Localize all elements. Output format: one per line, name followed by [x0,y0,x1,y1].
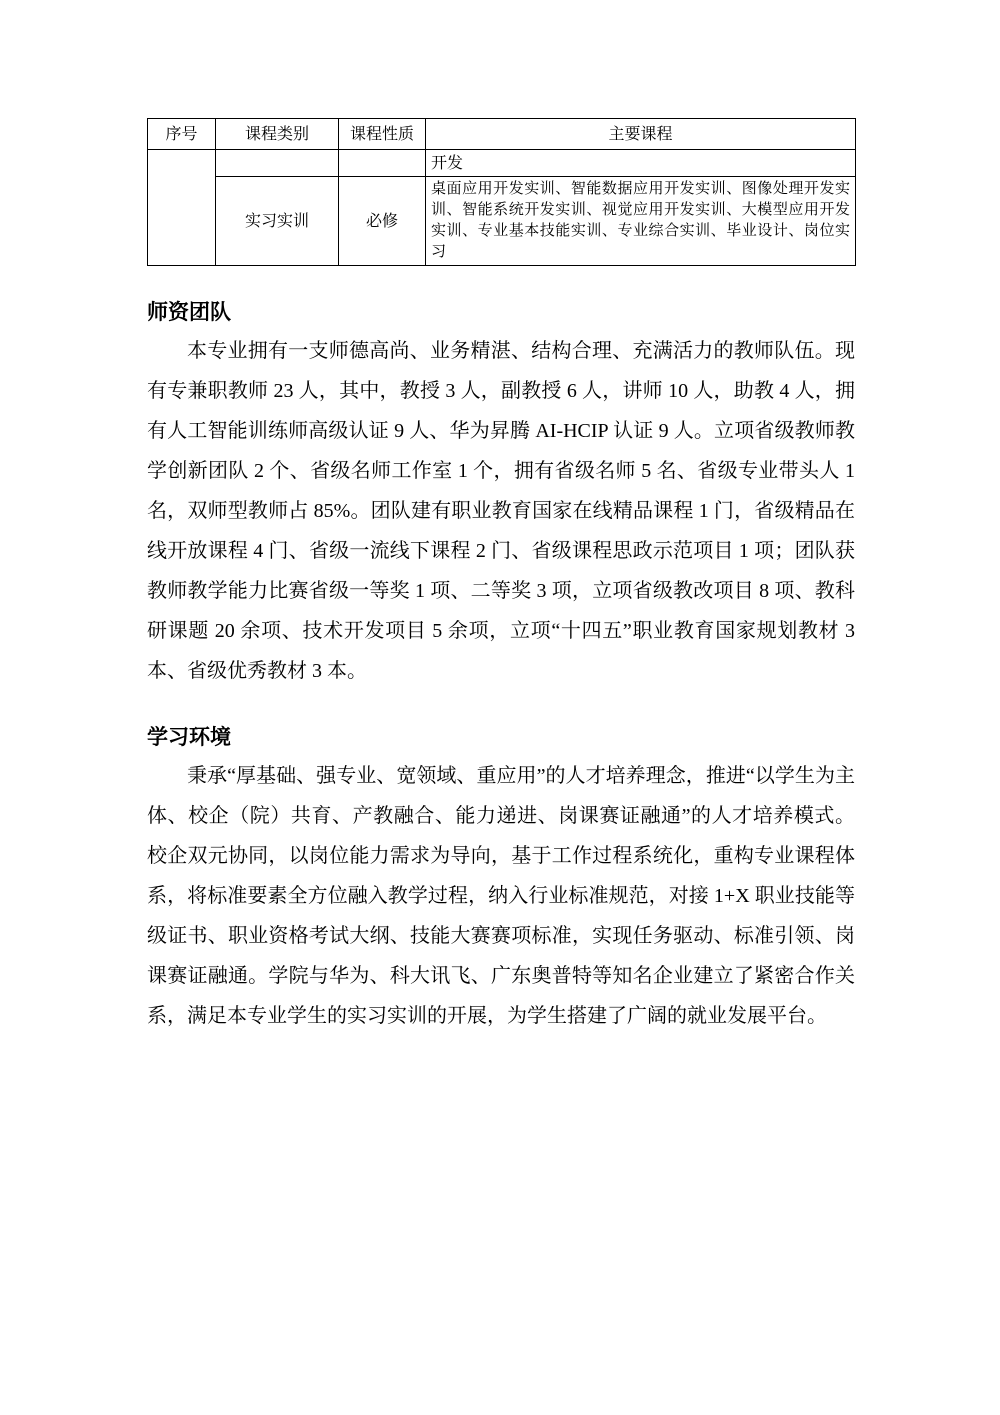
cell-courses-tail: 开发 [426,150,856,177]
cell-category-empty [216,150,339,177]
section-body-learning-environment: 秉承“厚基础、强专业、宽领域、重应用”的人才培养理念，推进“以学生为主体、校企（院）共育、产教融合、能力递进、岗课赛证融通”的人才培养模式。校企双元协同，以岗位能力需求为导向，基于工作过程系统化，重构专业课程体系，将标准要素全方位融入教学过程，纳入行业标准规范，对接 1+X 职业技能等级证书、职业资格考试大纲、技能大赛赛项标准，实现任务驱动、标准引领、岗课赛证融通。学院与华为、科大讯飞、广东奥普特等知名企业建立了紧密合作关系，满足本专业学生的实习实训的开展，为学生搭建了广阔的就业发展平台。 [147,765,855,1027]
section-heading-faculty: 师资团队 [147,300,231,324]
section-body-faculty: 本专业拥有一支师德高尚、业务精湛、结构合理、充满活力的教师队伍。现有专兼职教师 23 人，其中，教授 3 人，副教授 6 人，讲师 10 人，助教 4 人，拥有人工智能训练师高级认证 9 人、华为昇腾 AI-HCIP 认证 9 人。立项省级教师教学创新团队 2 个、省级名师工作室 1 个，拥有省级名师 5 名、省级专业带头人 1 名，双师型教师占 85%。团队建有职业教育国家在线精品课程 1 门，省级精品在线开放课程 4 门、省级一流线下课程 2 门、省级课程思政示范项目 1 项；团队获教师教学能力比赛省级一等奖 1 项、二等奖 3 项，立项省级教改项目 8 项、教科研课题 20 余项、技术开发项目 5 余项，立项“十四五”职业教育国家规划教材 3 本、省级优秀教材 3 本。 [147,340,855,682]
header-main-courses: 主要课程 [426,119,856,150]
section-learning-environment [147,724,855,1036]
cell-nature-empty [339,150,426,177]
header-category: 课程类别 [216,119,339,150]
table-header-row [148,119,856,150]
table-row [148,150,856,177]
cell-seq [148,150,216,266]
table-row [148,177,856,266]
header-nature: 课程性质 [339,119,426,150]
document-content [147,118,855,1036]
cell-category: 实习实训 [216,177,339,266]
section-heading-learning-environment: 学习环境 [147,725,231,749]
header-seq: 序号 [148,119,216,150]
cell-courses-list: 桌面应用开发实训、智能数据应用开发实训、图像处理开发实训、智能系统开发实训、视觉应用开发实训、大模型应用开发实训、专业基本技能实训、专业综合实训、毕业设计、岗位实习 [426,177,856,266]
section-faculty [147,299,855,691]
cell-nature: 必修 [339,177,426,266]
course-table [147,118,856,266]
